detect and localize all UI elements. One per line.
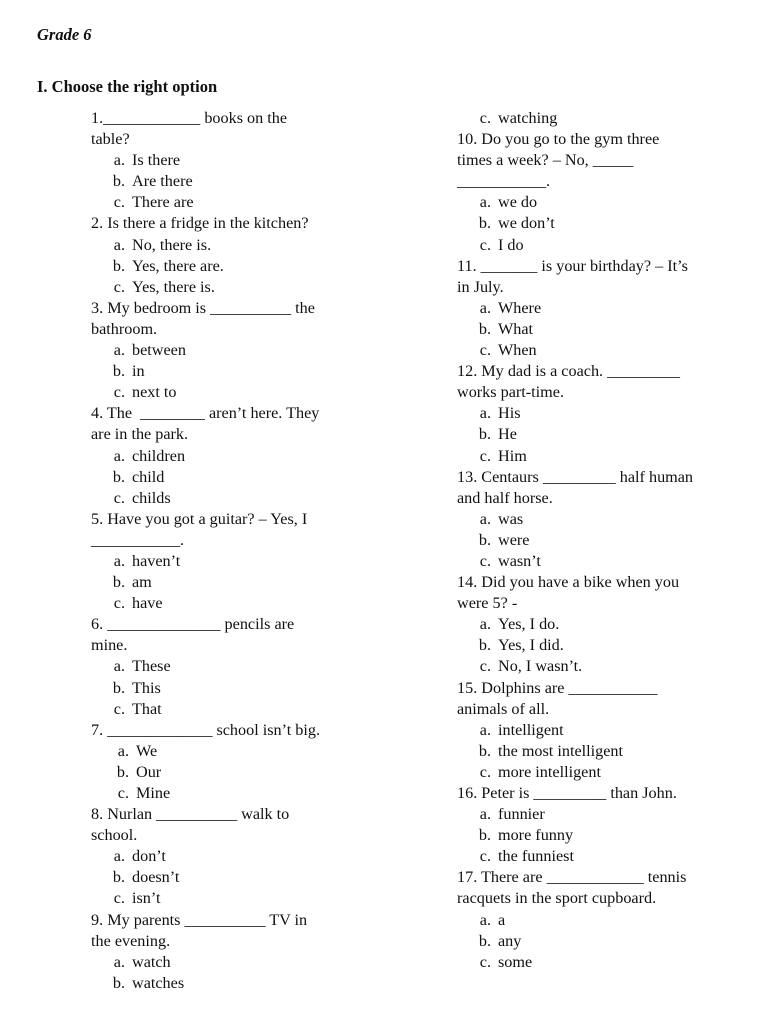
option-text: When: [498, 341, 537, 360]
option-letter: b.: [112, 868, 125, 887]
answer-option[interactable]: [91, 846, 353, 867]
option-letter: b.: [112, 362, 125, 381]
answer-option[interactable]: [457, 403, 727, 424]
question-block: [457, 129, 727, 256]
option-letter: b.: [116, 762, 129, 781]
answer-option[interactable]: [91, 446, 353, 467]
option-letter: b.: [478, 530, 491, 549]
answer-option[interactable]: [457, 656, 727, 677]
option-text: isn’t: [132, 889, 161, 908]
question-text: ___________.: [91, 530, 185, 549]
option-text: have: [132, 594, 163, 613]
answer-option[interactable]: [91, 467, 353, 488]
option-letter: b.: [112, 678, 125, 697]
question-text: are in the park.: [91, 425, 189, 444]
option-letter: c.: [479, 235, 491, 254]
question-block: [91, 213, 353, 297]
answer-option[interactable]: [91, 572, 353, 593]
question-text: were 5? -: [457, 594, 518, 613]
option-letter: a.: [479, 193, 491, 212]
question-block: [91, 614, 353, 719]
option-text: some: [498, 952, 533, 971]
option-letter: a.: [479, 404, 491, 423]
option-text: haven’t: [132, 551, 181, 570]
option-letter: b.: [112, 172, 125, 191]
question-text: bathroom.: [91, 319, 158, 338]
answer-option[interactable]: [457, 952, 727, 973]
option-letter: b.: [478, 319, 491, 338]
question-text: 16. Peter is _________ than John.: [457, 784, 677, 802]
option-text: That: [132, 699, 162, 718]
option-letter: c.: [479, 952, 491, 971]
option-text: What: [498, 319, 534, 338]
answer-option[interactable]: [91, 488, 353, 509]
option-text: I do: [498, 235, 524, 254]
option-text: Mine: [136, 784, 171, 802]
option-letter: a.: [113, 657, 125, 676]
answer-option[interactable]: [457, 551, 727, 572]
question-block: [457, 361, 727, 466]
option-letter: c.: [479, 446, 491, 465]
option-text: We: [136, 741, 158, 760]
question-block: [457, 467, 727, 572]
option-text: between: [132, 341, 186, 360]
answer-option[interactable]: [91, 678, 353, 699]
option-text: Are there: [132, 172, 193, 191]
answer-option[interactable]: [457, 235, 727, 256]
option-text: we do: [498, 193, 538, 212]
option-text: No, there is.: [132, 235, 212, 254]
question-block: [91, 804, 353, 909]
question-text: table?: [91, 130, 130, 149]
question-text: 8. Nurlan __________ walk to: [91, 805, 290, 824]
answer-option[interactable]: [457, 931, 727, 952]
question-text: 5. Have you got a guitar? – Yes, I: [91, 509, 308, 528]
answer-option[interactable]: [91, 656, 353, 677]
question-block: [91, 298, 353, 403]
option-letter: b.: [478, 214, 491, 233]
option-letter: c.: [479, 762, 491, 781]
question-text: animals of all.: [457, 699, 550, 718]
question-text: ___________.: [457, 172, 551, 191]
answer-option[interactable]: [91, 973, 353, 994]
answer-option[interactable]: [457, 614, 727, 635]
option-letter: b.: [112, 573, 125, 592]
option-letter: b.: [478, 425, 491, 444]
answer-option[interactable]: [91, 277, 353, 298]
answer-option[interactable]: [91, 192, 353, 213]
option-letter: c.: [479, 551, 491, 570]
question-block: [457, 256, 727, 361]
option-text: child: [132, 467, 165, 486]
option-letter: a.: [113, 341, 125, 360]
option-text: Yes, I did.: [498, 636, 564, 655]
question-text: works part-time.: [457, 383, 564, 402]
option-text: was: [498, 509, 524, 528]
answer-option[interactable]: [91, 783, 353, 804]
option-text: funnier: [498, 805, 545, 824]
answer-option[interactable]: [457, 298, 727, 319]
answer-option[interactable]: [91, 593, 353, 614]
question-block: [457, 678, 727, 783]
option-letter: a.: [479, 509, 491, 528]
option-letter: b.: [112, 467, 125, 486]
question-text: in July.: [457, 277, 504, 296]
option-letter: b.: [478, 741, 491, 760]
option-text: Yes, there is.: [132, 277, 215, 296]
option-text: we don’t: [498, 214, 555, 233]
answer-option[interactable]: [457, 720, 727, 741]
option-letter: a.: [479, 910, 491, 929]
answer-option[interactable]: [457, 846, 727, 867]
option-text: children: [132, 446, 186, 465]
option-letter: b.: [112, 256, 125, 275]
option-text: wasn’t: [498, 551, 541, 570]
question-text: 14. Did you have a bike when you: [457, 573, 680, 592]
option-letter: c.: [479, 341, 491, 360]
answer-option[interactable]: [91, 952, 353, 973]
option-letter: a.: [113, 446, 125, 465]
option-letter: a.: [113, 551, 125, 570]
right-question-column: [457, 108, 727, 973]
answer-option[interactable]: [91, 888, 353, 909]
answer-option[interactable]: [457, 635, 727, 656]
answer-option[interactable]: [457, 108, 727, 129]
answer-option[interactable]: [91, 699, 353, 720]
question-text: 3. My bedroom is __________ the: [91, 298, 315, 317]
answer-option[interactable]: [91, 235, 353, 256]
question-text: 13. Centaurs _________ half human: [457, 467, 694, 486]
answer-option[interactable]: [91, 741, 353, 762]
answer-option[interactable]: [457, 509, 727, 530]
question-text: school.: [91, 826, 138, 845]
option-text: Him: [498, 446, 527, 465]
answer-option[interactable]: [457, 910, 727, 931]
answer-option[interactable]: [91, 551, 353, 572]
question-block: [91, 403, 353, 508]
question-text: 4. The ________ aren’t here. They: [91, 404, 320, 423]
option-text: more intelligent: [498, 762, 601, 781]
question-text: 10. Do you go to the gym three: [457, 130, 660, 149]
question-block: [91, 108, 353, 213]
question-text: 7. _____________ school isn’t big.: [91, 720, 321, 739]
option-text: Where: [498, 298, 542, 317]
option-text: the most intelligent: [498, 741, 623, 760]
question-block: [91, 720, 353, 804]
answer-option[interactable]: [457, 446, 727, 467]
grade-heading: Grade 6: [37, 25, 92, 44]
option-text: No, I wasn’t.: [498, 657, 583, 676]
option-text: don’t: [132, 847, 166, 866]
question-text: 6. ______________ pencils are: [91, 615, 295, 634]
answer-option[interactable]: [91, 361, 353, 382]
option-letter: c.: [113, 594, 125, 613]
answer-option[interactable]: [457, 424, 727, 445]
option-text: There are: [132, 193, 194, 212]
question-block: [457, 867, 727, 972]
option-letter: c.: [113, 699, 125, 718]
answer-option[interactable]: [457, 804, 727, 825]
option-letter: c.: [479, 657, 491, 676]
option-letter: c.: [113, 193, 125, 212]
option-text: Yes, there are.: [132, 256, 224, 275]
question-text: racquets in the sport cupboard.: [457, 889, 657, 908]
question-block: [457, 108, 727, 129]
option-letter: c.: [113, 889, 125, 908]
answer-option[interactable]: [91, 340, 353, 361]
question-text: 9. My parents __________ TV in: [91, 910, 308, 929]
answer-option[interactable]: [91, 150, 353, 171]
question-text: 11. _______ is your birthday? – It’s: [457, 256, 688, 275]
option-text: His: [498, 404, 521, 423]
option-text: am: [132, 573, 152, 592]
answer-option[interactable]: [457, 340, 727, 361]
option-letter: a.: [479, 720, 491, 739]
question-block: [457, 783, 727, 867]
question-text: times a week? – No, _____: [457, 151, 634, 170]
option-letter: a.: [479, 298, 491, 317]
question-text: and half horse.: [457, 488, 553, 507]
option-text: watching: [498, 109, 558, 127]
option-letter: c.: [117, 784, 129, 802]
answer-option[interactable]: [91, 867, 353, 888]
option-text: Our: [136, 762, 162, 781]
answer-option[interactable]: [457, 825, 727, 846]
option-text: intelligent: [498, 720, 564, 739]
option-text: in: [132, 362, 145, 381]
left-question-column: [91, 108, 353, 994]
option-letter: b.: [478, 826, 491, 845]
option-text: doesn’t: [132, 868, 180, 887]
answer-option[interactable]: [457, 213, 727, 234]
option-letter: b.: [478, 931, 491, 950]
option-letter: c.: [113, 488, 125, 507]
answer-option[interactable]: [91, 171, 353, 192]
option-letter: c.: [479, 109, 491, 127]
option-text: next to: [132, 383, 177, 402]
option-letter: a.: [479, 615, 491, 634]
option-text: childs: [132, 488, 171, 507]
option-letter: c.: [479, 847, 491, 866]
answer-option[interactable]: [457, 741, 727, 762]
section-title: I. Choose the right option: [37, 77, 218, 96]
option-text: He: [498, 425, 517, 444]
option-text: any: [498, 931, 522, 950]
question-text: 1.____________ books on the: [91, 109, 288, 127]
answer-option[interactable]: [91, 382, 353, 403]
question-text: 17. There are ____________ tennis: [457, 868, 687, 887]
option-letter: a.: [479, 805, 491, 824]
option-text: more funny: [498, 826, 574, 845]
question-text: 12. My dad is a coach. _________: [457, 362, 680, 381]
option-letter: c.: [113, 277, 125, 296]
question-block: [91, 509, 353, 614]
option-text: These: [132, 657, 171, 676]
answer-option[interactable]: [457, 319, 727, 340]
question-text: mine.: [91, 636, 128, 655]
option-letter: a.: [113, 235, 125, 254]
option-text: Is there: [132, 151, 181, 170]
answer-option[interactable]: [457, 192, 727, 213]
option-letter: b.: [112, 973, 125, 992]
answer-option[interactable]: [91, 762, 353, 783]
option-letter: a.: [113, 847, 125, 866]
question-block: [91, 910, 353, 994]
option-text: a: [498, 910, 506, 929]
option-text: were: [498, 530, 530, 549]
option-text: the funniest: [498, 847, 574, 866]
question-block: [457, 572, 727, 677]
option-letter: a.: [117, 741, 129, 760]
option-letter: a.: [113, 952, 125, 971]
question-text: the evening.: [91, 931, 171, 950]
option-text: watches: [132, 973, 185, 992]
option-text: watch: [132, 952, 171, 971]
option-text: Yes, I do.: [498, 615, 560, 634]
answer-option[interactable]: [457, 762, 727, 783]
option-letter: c.: [113, 383, 125, 402]
option-letter: a.: [113, 151, 125, 170]
option-letter: b.: [478, 636, 491, 655]
answer-option[interactable]: [457, 530, 727, 551]
option-text: This: [132, 678, 161, 697]
question-text: 2. Is there a fridge in the kitchen?: [91, 214, 309, 233]
question-text: 15. Dolphins are ___________: [457, 678, 658, 697]
answer-option[interactable]: [91, 256, 353, 277]
